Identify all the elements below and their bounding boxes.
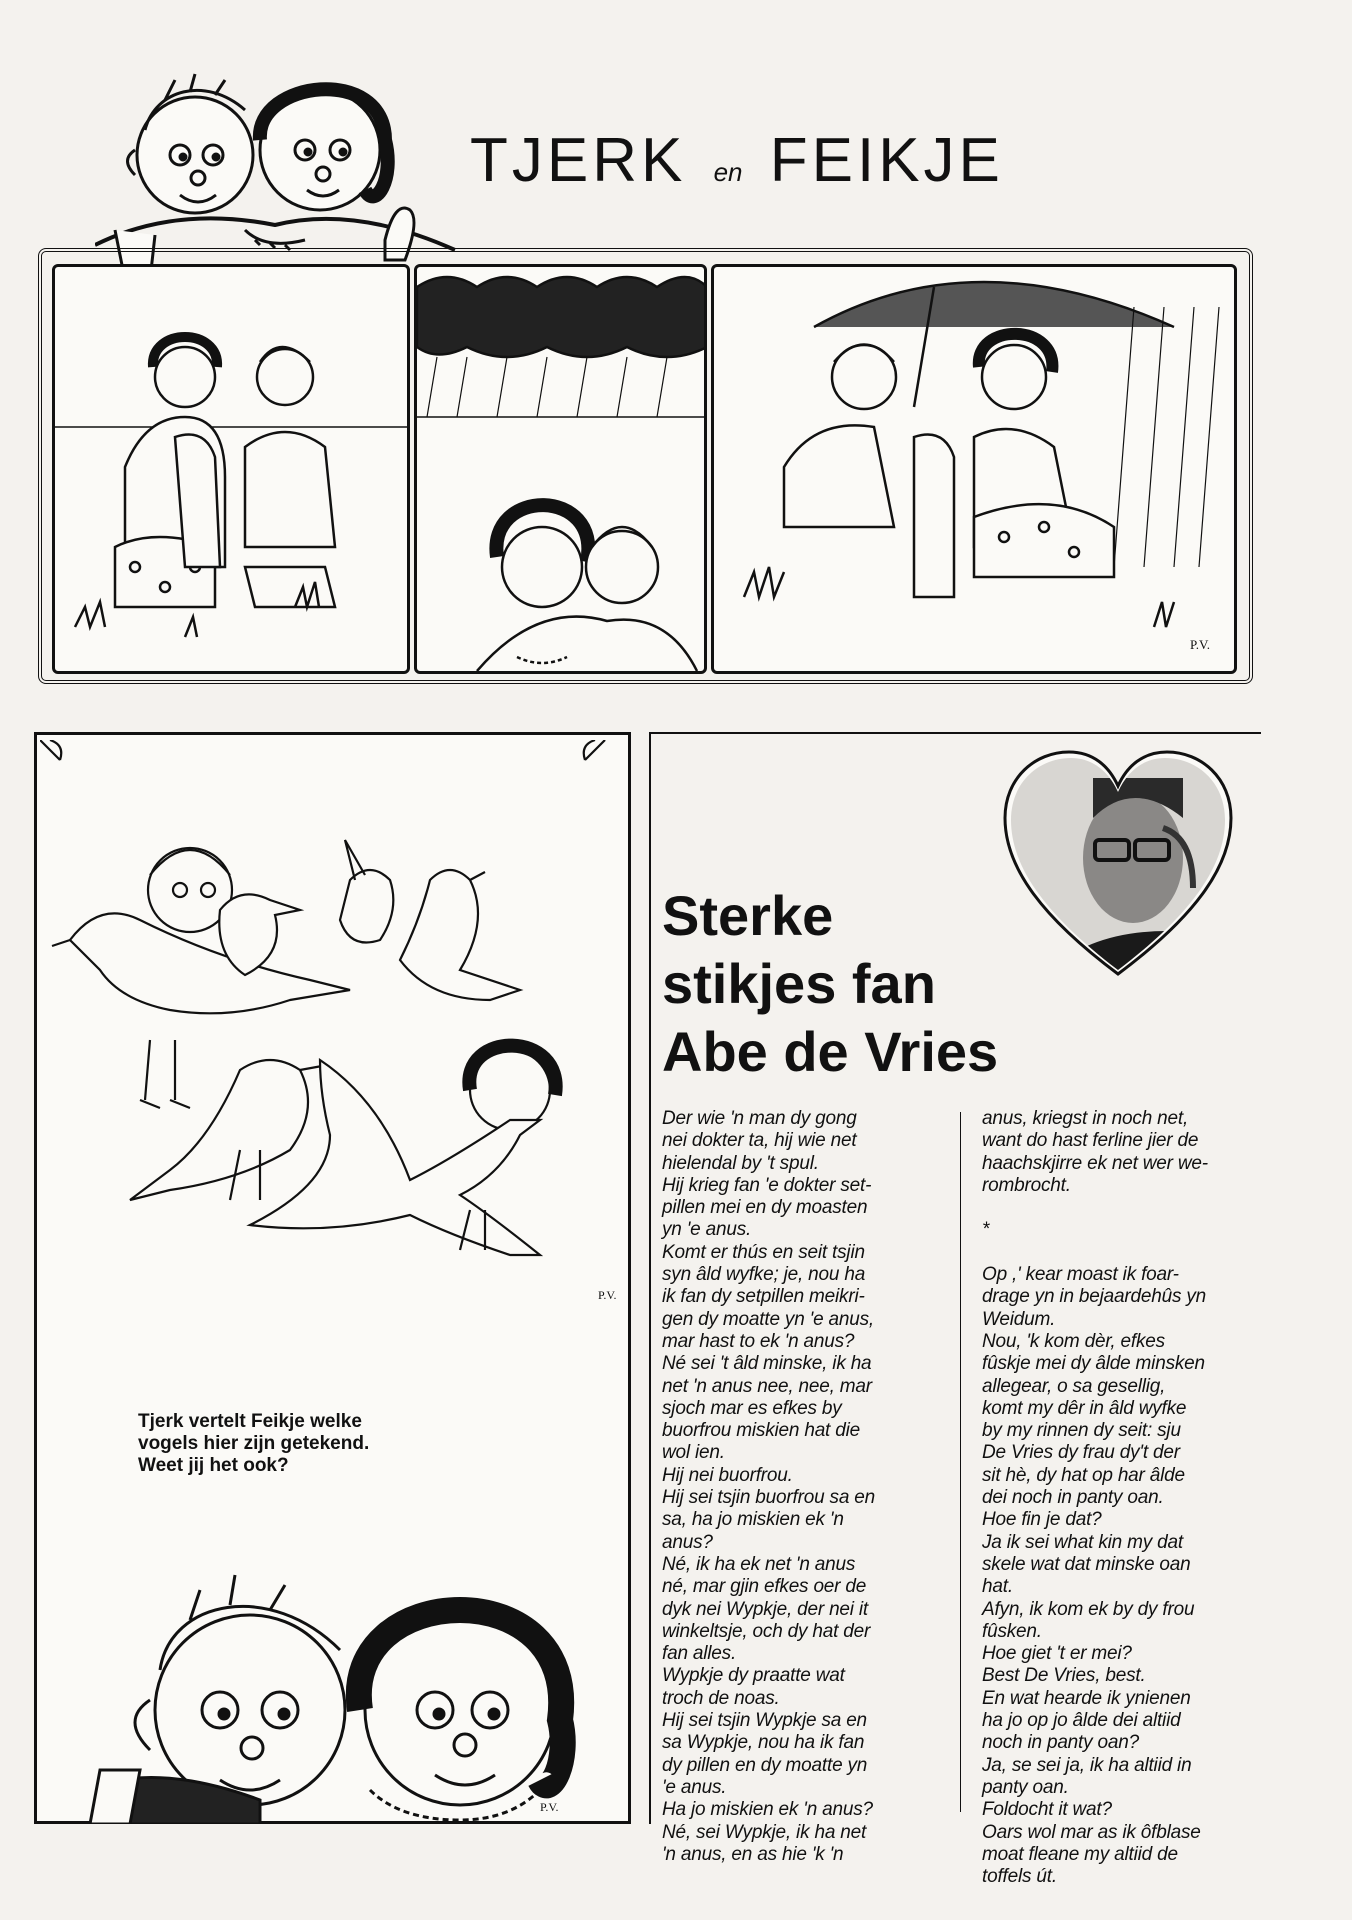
article-title xyxy=(662,882,1062,1086)
article-left-rule xyxy=(649,732,651,1824)
comic-panel-2 xyxy=(414,264,707,674)
comic-title-connector: en xyxy=(713,157,743,187)
article-title-line-2: stikjes fan xyxy=(662,952,936,1015)
article-column-1: Der wie 'n man dy gong nei dokter ta, hij wie net hielendal by 't spul. Hij krieg fan 'e dokter set- pillen mei en dy moasten yn 'e anus. Komt er thús en seit tsjin syn âld wyfke; je, nou ha ik fan dy setpillen meikri- gen dy moatte yn 'e anus, mar hast to ek 'n anus? Né sei 't âld minske, ik ha net 'n anus nee, nee, mar sjoch mar es efkes by buorfrou miskien hat die wol ien. Hij nei buorfrou. Hij sei tsjin buorfrou sa en sa, ha jo miskien ek 'n anus? Né, ik ha ek net 'n anus né, mar gjin efkes oer de dyk nei Wypkje, der nei it winkeltsje, och dy hat der fan alles. Wypkje dy praatte wat troch de noas. Hij sei tsjin Wypkje sa en sa Wypkje, nou ha ik fan dy pillen en dy moatte yn 'e anus. Ha jo miskien ek 'n anus? Né, sei Wypkje, ik ha net 'n anus, en as hie 'k 'n xyxy=(662,1108,876,1865)
article-title-line-1: Sterke xyxy=(662,884,834,947)
comic-title xyxy=(470,125,1070,196)
panel-2-illustration xyxy=(417,267,704,671)
footer-characters-illustration xyxy=(40,1560,625,1824)
article-column-2: anus, kriegst in noch net, want do hast ferline jier de haachskjirre ek net wer we- rombrocht. * Op ,' kear moast ik foar- drage yn in bejaardehûs yn Weidum. Nou, 'k kom dèr, efkes fûskje mei dy âlde minsken allegear, o sa gesellig, komt my dêr in âld wyfke by my rinnen dy seit: sju De Vries dy frau dy't der sit hè, dy hat op har âlde dei noch in panty oan. Hoe fin je dat? Ja ik sei what kin my dat skele wat dat minske oan hat. Afyn, ik kom ek by dy frou fûsken. Hoe giet 't er mei? Best De Vries, best. En wat hearde ik ynienen ha jo op jo âlde dei altiid noch in panty oan? Ja, se sei ja, ik ha altiid in panty oan. Foldocht it wat? Oars wol mar as ik ôfblase moat fleane my altiid de toffels út. xyxy=(982,1108,1208,1888)
article-top-rule xyxy=(649,732,1261,734)
puzzle-signature: P.V. xyxy=(598,1288,617,1302)
bird-puzzle-illustration xyxy=(40,740,625,1380)
article-column-divider xyxy=(960,1112,961,1812)
panel-3-illustration xyxy=(714,267,1234,671)
puzzle-caption: Tjerk vertelt Feikje welke vogels hier zijn getekend. Weet jij het ook? xyxy=(138,1411,370,1476)
comic-signature: P.V. xyxy=(1189,637,1210,652)
footer-signature: P.V. xyxy=(540,1800,559,1814)
comic-panel-3 xyxy=(711,264,1237,674)
comic-title-tjerk: TJERK xyxy=(470,126,687,195)
panel-1-illustration xyxy=(55,267,407,671)
comic-panel-1 xyxy=(52,264,410,674)
comic-strip xyxy=(38,248,1253,684)
comic-title-feikje: FEIKJE xyxy=(769,126,1004,195)
article-title-line-3: Abe de Vries xyxy=(662,1020,999,1083)
